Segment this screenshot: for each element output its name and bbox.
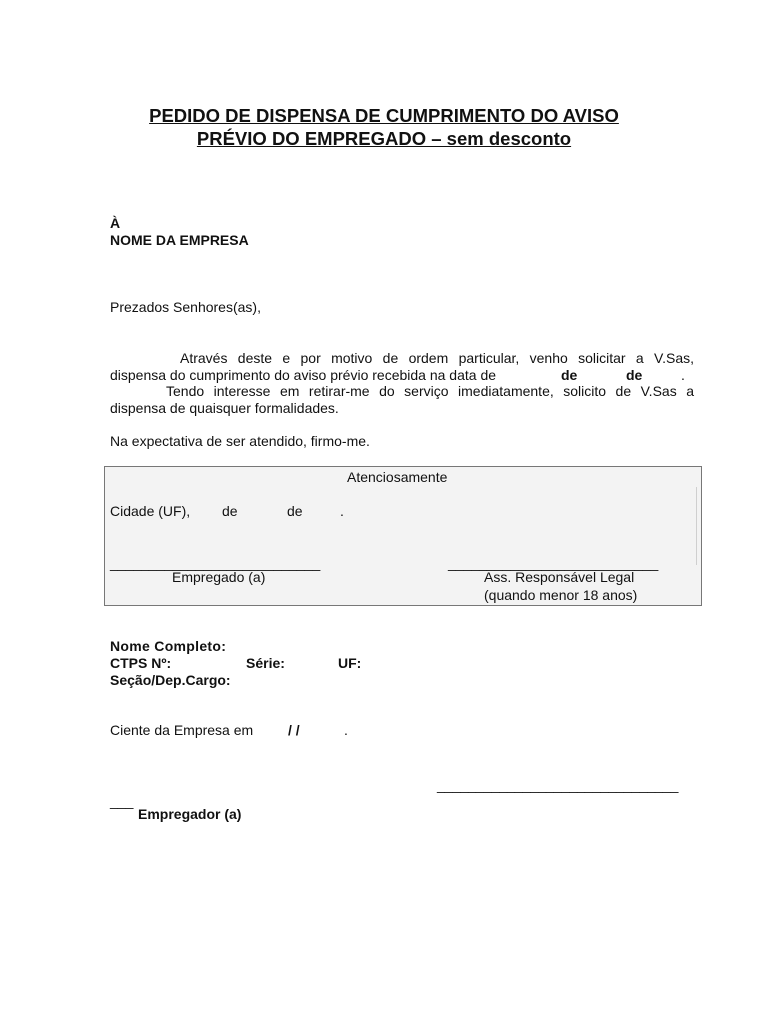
guardian-note: (quando menor 18 anos) [484, 587, 638, 603]
employee-signature-line: ___________________________ [110, 555, 321, 571]
company-ack-text: Ciente da Empresa em [110, 722, 254, 738]
uf-label: UF: [338, 655, 362, 671]
addressee-to: À [110, 215, 121, 231]
employer-label: Empregador (a) [138, 806, 242, 822]
employer-signature-line: _______________________________ [437, 777, 679, 793]
addressee-company: NOME DA EMPRESA [110, 232, 249, 248]
city-de-2: de [287, 503, 303, 519]
guardian-label: Ass. Responsável Legal [484, 569, 635, 585]
date-de-2: de [626, 367, 643, 383]
department-label: Seção/Dep.Cargo: [110, 672, 231, 688]
date-de-1: de [561, 367, 578, 383]
city-label: Cidade (UF), [110, 503, 191, 519]
serie-label: Série: [246, 655, 285, 671]
greeting: Prezados Senhores(as), [110, 299, 261, 315]
company-ack-dot: . [344, 722, 348, 738]
body-paragraph-line2: dispensa do cumprimento do aviso prévio recebida na data de [110, 367, 497, 383]
company-ack-date-slashes: / / [288, 722, 300, 738]
document-title-line1: PEDIDO DE DISPENSA DE CUMPRIMENTO DO AVISO [149, 105, 619, 126]
expectation-text: Na expectativa de ser atendido, firmo-me. [110, 433, 370, 449]
employer-signature-line-wrap: ___ [110, 793, 134, 809]
body-paragraph-line3: Tendo interesse em retirar-me do serviço imediatamente, solicito de V.Sas a [166, 383, 694, 399]
ctps-label: CTPS Nº: [110, 655, 172, 671]
box-inner-edge [696, 487, 697, 565]
document-title-line2: PRÉVIO DO EMPREGADO – sem desconto [196, 128, 572, 149]
body-paragraph-line1: Através deste e por motivo de ordem particular, venho solicitar a V.Sas, [180, 350, 694, 366]
city-dot: . [340, 503, 344, 519]
closing-text: Atenciosamente [347, 469, 448, 485]
date-end-dot: . [681, 367, 685, 383]
full-name-label: Nome Completo: [110, 638, 227, 654]
body-paragraph-line4: dispensa de quaisquer formalidades. [110, 400, 339, 416]
employee-label: Empregado (a) [172, 569, 266, 585]
guardian-signature-line: ___________________________ [448, 555, 659, 571]
city-de-1: de [222, 503, 238, 519]
